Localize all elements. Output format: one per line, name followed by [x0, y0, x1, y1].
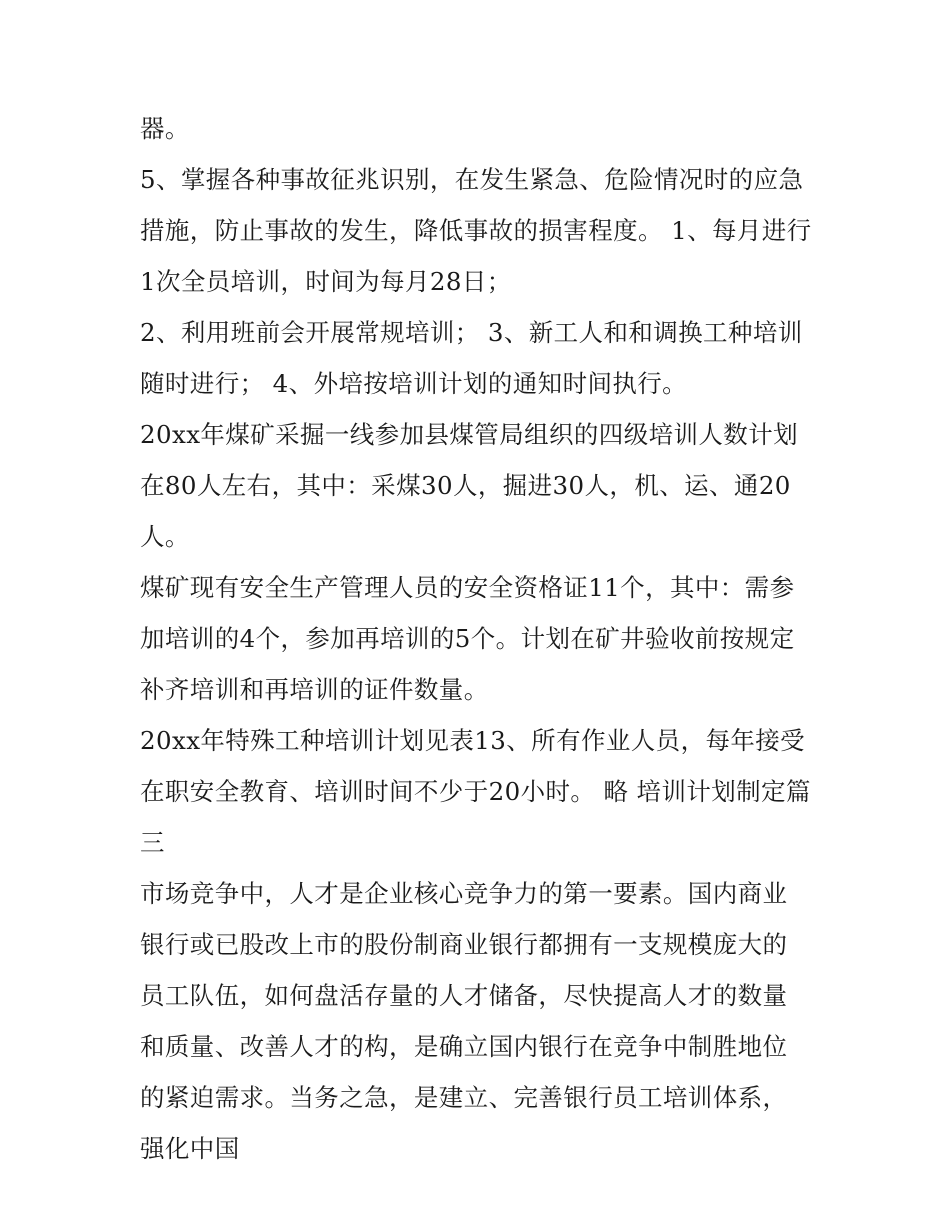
paragraph-6: 20xx年特殊工种培训计划见表13、所有作业人员，每年接受在职安全教育、培训时间不少于20小时。 略 培训计划制定篇三	[140, 726, 811, 857]
paragraph-7: 市场竞争中，人才是企业核心竞争力的第一要素。国内商业银行或已股改上市的股份制商业银行都拥有一支规模庞大的员工队伍，如何盘活存量的人才储备，尽快提高人才的数量和质量、改善人才的构，是确立国内银行在竞争中制胜地位的紧迫需求。当务之急，是建立、完善银行员工培训体系，强化中国	[140, 879, 788, 1163]
paragraph-4: 20xx年煤矿采掘一线参加县煤管局组织的四级培训人数计划在80人左右，其中：采煤30人，掘进30人，机、运、通20人。	[140, 420, 799, 551]
document-body	[140, 103, 812, 1174]
paragraph-1: 器。	[140, 114, 190, 143]
paragraph-2: 5、掌握各种事故征兆识别，在发生紧急、危险情况时的应急措施，防止事故的发生，降低事故的损害程度。 1、每月进行1次全员培训，时间为每月28日；	[140, 165, 812, 296]
paragraph-3: 2、利用班前会开展常规培训； 3、新工人和和调换工种培训随时进行； 4、外培按培训计划的通知时间执行。	[140, 318, 803, 398]
paragraph-5: 煤矿现有安全生产管理人员的安全资格证11个，其中：需参加培训的4个，参加再培训的5个。计划在矿井验收前按规定补齐培训和再培训的证件数量。	[140, 573, 795, 704]
